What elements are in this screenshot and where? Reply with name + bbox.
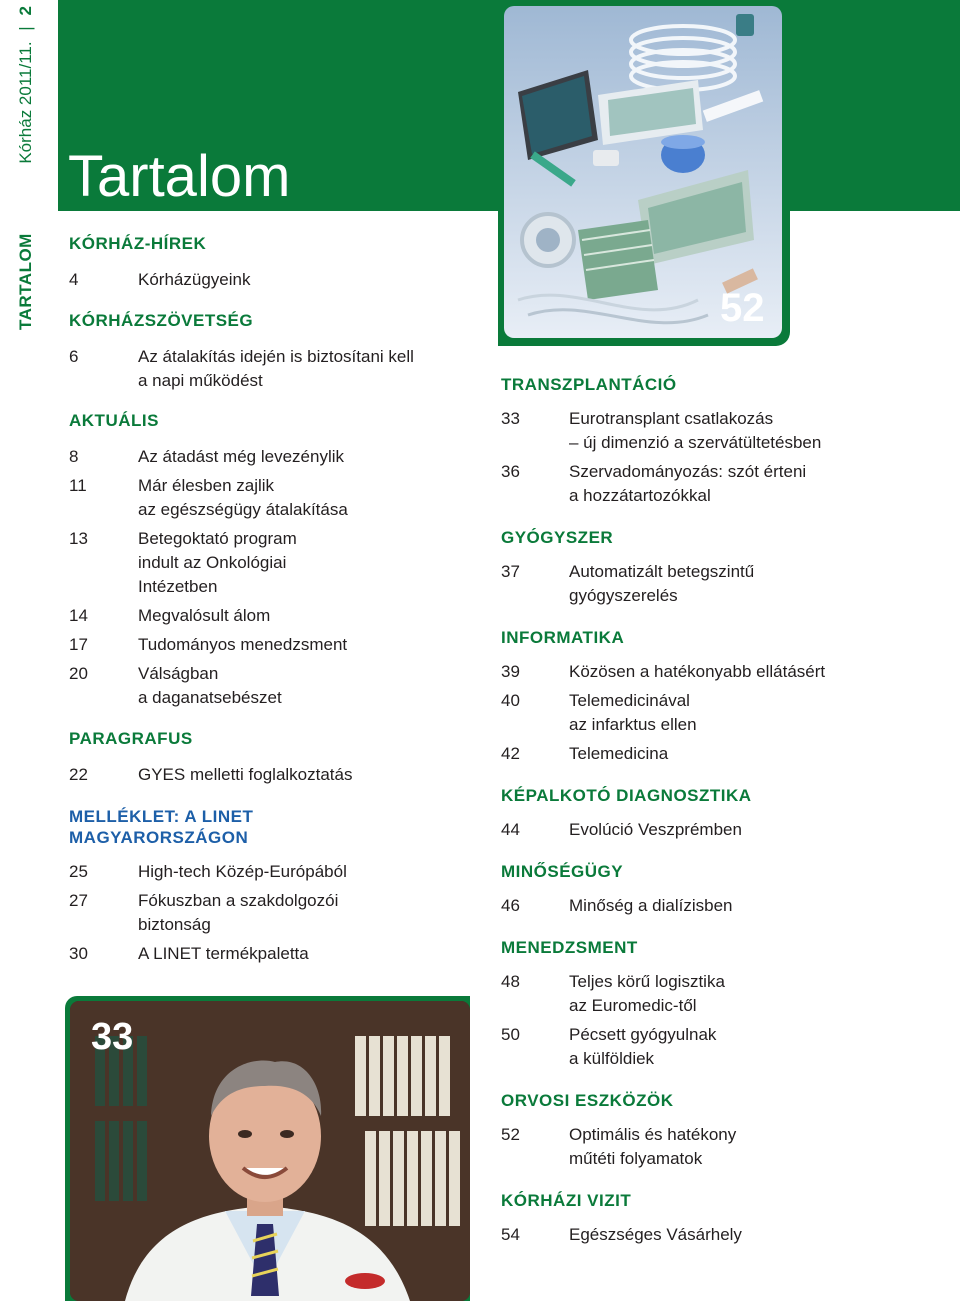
toc-entry-title: Eurotransplant csatlakozás bbox=[569, 409, 774, 428]
toc-entry-title: Már élesben zajlik bbox=[138, 476, 275, 495]
toc-entry[interactable] bbox=[69, 345, 429, 393]
toc-entry[interactable] bbox=[501, 1223, 941, 1247]
section-heading: GYÓGYSZER bbox=[501, 528, 614, 547]
toc-page-number: 42 bbox=[501, 744, 520, 763]
section-heading: PARAGRAFUS bbox=[69, 729, 193, 748]
toc-entry-title: Az átadást még levezénylik bbox=[138, 447, 344, 466]
toc-entry-title: Szervadományozás: szót érteni bbox=[569, 462, 807, 481]
section-heading: INFORMATIKA bbox=[501, 628, 625, 647]
toc-entry[interactable] bbox=[501, 407, 941, 455]
toc-entry-title: Betegoktató program bbox=[138, 529, 297, 548]
toc-entry[interactable] bbox=[69, 860, 429, 884]
toc-entry-title-line2: a külföldiek bbox=[569, 1049, 655, 1068]
toc-entry[interactable] bbox=[501, 742, 941, 766]
sidebar-brand: TARTALOM bbox=[16, 233, 35, 330]
toc-entry[interactable] bbox=[501, 894, 941, 918]
toc-entry-title: GYES melletti foglalkoztatás bbox=[138, 765, 353, 784]
toc-entry[interactable] bbox=[501, 1023, 941, 1071]
toc-page-number: 36 bbox=[501, 462, 520, 481]
section-heading: AKTUÁLIS bbox=[69, 411, 159, 430]
toc-entry-title: Egészséges Vásárhely bbox=[569, 1225, 742, 1244]
toc-entry-title: Válságban bbox=[138, 664, 219, 683]
toc-entry[interactable] bbox=[69, 604, 429, 628]
toc-entry-title: Optimális és hatékony bbox=[569, 1125, 737, 1144]
photo-page-badge: 33 bbox=[91, 1016, 134, 1058]
toc-entry-title: A LINET termékpaletta bbox=[138, 944, 309, 963]
section-heading: KÓRHÁZSZÖVETSÉG bbox=[69, 311, 254, 330]
toc-entry-title-line2: műtéti folyamatok bbox=[569, 1149, 703, 1168]
toc-entry-title: Az átalakítás idején is biztosítani kell bbox=[138, 347, 414, 366]
toc-page-number: 46 bbox=[501, 896, 520, 915]
toc-entry[interactable] bbox=[501, 1123, 941, 1171]
section-heading: ORVOSI ESZKÖZÖK bbox=[501, 1091, 674, 1110]
section-heading: KÓRHÁZI VIZIT bbox=[501, 1191, 632, 1210]
toc-entry[interactable] bbox=[501, 689, 941, 737]
section-heading: MENEDZSMENT bbox=[501, 938, 638, 957]
toc-page-number: 40 bbox=[501, 691, 520, 710]
toc-entry-title: Teljes körű logisztika bbox=[569, 972, 725, 991]
toc-entry-title: Kórházügyeink bbox=[138, 270, 251, 289]
toc-entry-title-line2: indult az Onkológiai bbox=[138, 553, 287, 572]
toc-page-number: 17 bbox=[69, 635, 88, 654]
section-heading: MELLÉKLET: A LINET MAGYARORSZÁGON bbox=[69, 807, 254, 847]
toc-page-number: 6 bbox=[69, 347, 79, 366]
toc-entry[interactable] bbox=[69, 633, 429, 657]
toc-page-number: 48 bbox=[501, 972, 520, 991]
toc-page-number: 13 bbox=[69, 529, 88, 548]
toc-page-number: 44 bbox=[501, 820, 520, 839]
toc-entry-title: Tudományos menedzsment bbox=[138, 635, 348, 654]
toc-page-number: 8 bbox=[69, 447, 79, 466]
toc-page-number: 50 bbox=[501, 1025, 520, 1044]
toc-entry[interactable] bbox=[69, 763, 429, 787]
toc-entry[interactable] bbox=[69, 527, 429, 599]
medical-devices-photo bbox=[498, 0, 790, 346]
toc-entry[interactable] bbox=[501, 460, 941, 508]
toc-entry[interactable] bbox=[501, 970, 941, 1018]
toc-page-number: 52 bbox=[501, 1125, 520, 1144]
toc-page-number: 20 bbox=[69, 664, 88, 683]
toc-entry-title: Megvalósult álom bbox=[138, 606, 271, 625]
toc-page-number: 25 bbox=[69, 862, 88, 881]
toc-left-column bbox=[69, 234, 429, 966]
sidebar-separator: | bbox=[16, 26, 35, 31]
toc-entry[interactable] bbox=[69, 474, 429, 522]
section-heading: MINŐSÉGÜGY bbox=[501, 862, 624, 881]
toc-right-column bbox=[501, 375, 941, 1247]
toc-entry-title-line3: Intézetben bbox=[138, 577, 218, 596]
toc-page-number: 22 bbox=[69, 765, 88, 784]
doctor-photo bbox=[65, 996, 470, 1301]
section-heading: TRANSZPLANTÁCIÓ bbox=[501, 375, 677, 394]
toc-entry-title: High-tech Közép-Európából bbox=[138, 862, 347, 881]
photo-page-badge: 52 bbox=[720, 286, 765, 330]
toc-entry-title: Evolúció Veszprémben bbox=[569, 820, 742, 839]
toc-entry-title-line2: a hozzátartozókkal bbox=[569, 486, 711, 505]
toc-page-number: 14 bbox=[69, 606, 88, 625]
toc-page-number: 30 bbox=[69, 944, 88, 963]
toc-page-number: 27 bbox=[69, 891, 88, 910]
toc-page-number: 11 bbox=[69, 476, 87, 495]
toc-entry[interactable] bbox=[69, 662, 429, 710]
toc-entry-title: Automatizált betegszintű bbox=[569, 562, 755, 581]
section-heading: KÉPALKOTÓ DIAGNOSZTIKA bbox=[501, 786, 752, 805]
toc-entry-title: Fókuszban a szakdolgozói bbox=[138, 891, 339, 910]
toc-page-number: 33 bbox=[501, 409, 520, 428]
toc-entry-title-line2: a daganatsebészet bbox=[138, 688, 282, 707]
sidebar-page-number: 2 bbox=[16, 6, 35, 16]
toc-page-number: 39 bbox=[501, 662, 520, 681]
toc-entry-title: Közösen a hatékonyabb ellátásért bbox=[569, 662, 826, 681]
toc-entry-title: Telemedicina bbox=[569, 744, 669, 763]
toc-entry[interactable] bbox=[69, 268, 429, 292]
toc-entry[interactable] bbox=[69, 942, 429, 966]
toc-entry-title: Minőség a dialízisben bbox=[569, 896, 733, 915]
toc-entry-title-line2: az egészségügy átalakítása bbox=[138, 500, 348, 519]
toc-entry[interactable] bbox=[501, 818, 941, 842]
section-heading: KÓRHÁZ-HÍREK bbox=[69, 234, 207, 253]
toc-entry-title-line2: biztonság bbox=[138, 915, 211, 934]
toc-entry-title-line2: az infarktus ellen bbox=[569, 715, 697, 734]
toc-page-number: 4 bbox=[69, 270, 79, 289]
toc-entry[interactable] bbox=[501, 560, 941, 608]
toc-page-number: 54 bbox=[501, 1225, 520, 1244]
page-title: Tartalom bbox=[68, 144, 291, 209]
sidebar-label bbox=[16, 6, 36, 330]
toc-entry[interactable] bbox=[501, 660, 941, 684]
toc-entry-title-line2: az Euromedic-től bbox=[569, 996, 697, 1015]
toc-entry-title: Telemedicinával bbox=[569, 691, 690, 710]
toc-entry-title-line2: a napi működést bbox=[138, 371, 263, 390]
toc-entry-title: Pécsett gyógyulnak bbox=[569, 1025, 717, 1044]
toc-entry-title-line2: – új dimenzió a szervátültetésben bbox=[569, 433, 822, 452]
toc-page-number: 37 bbox=[501, 562, 520, 581]
toc-entry[interactable] bbox=[69, 889, 429, 937]
sidebar-issue: Kórház 2011/11. bbox=[16, 41, 35, 164]
toc-entry[interactable] bbox=[69, 445, 429, 469]
toc-entry-title-line2: gyógyszerelés bbox=[569, 586, 678, 605]
